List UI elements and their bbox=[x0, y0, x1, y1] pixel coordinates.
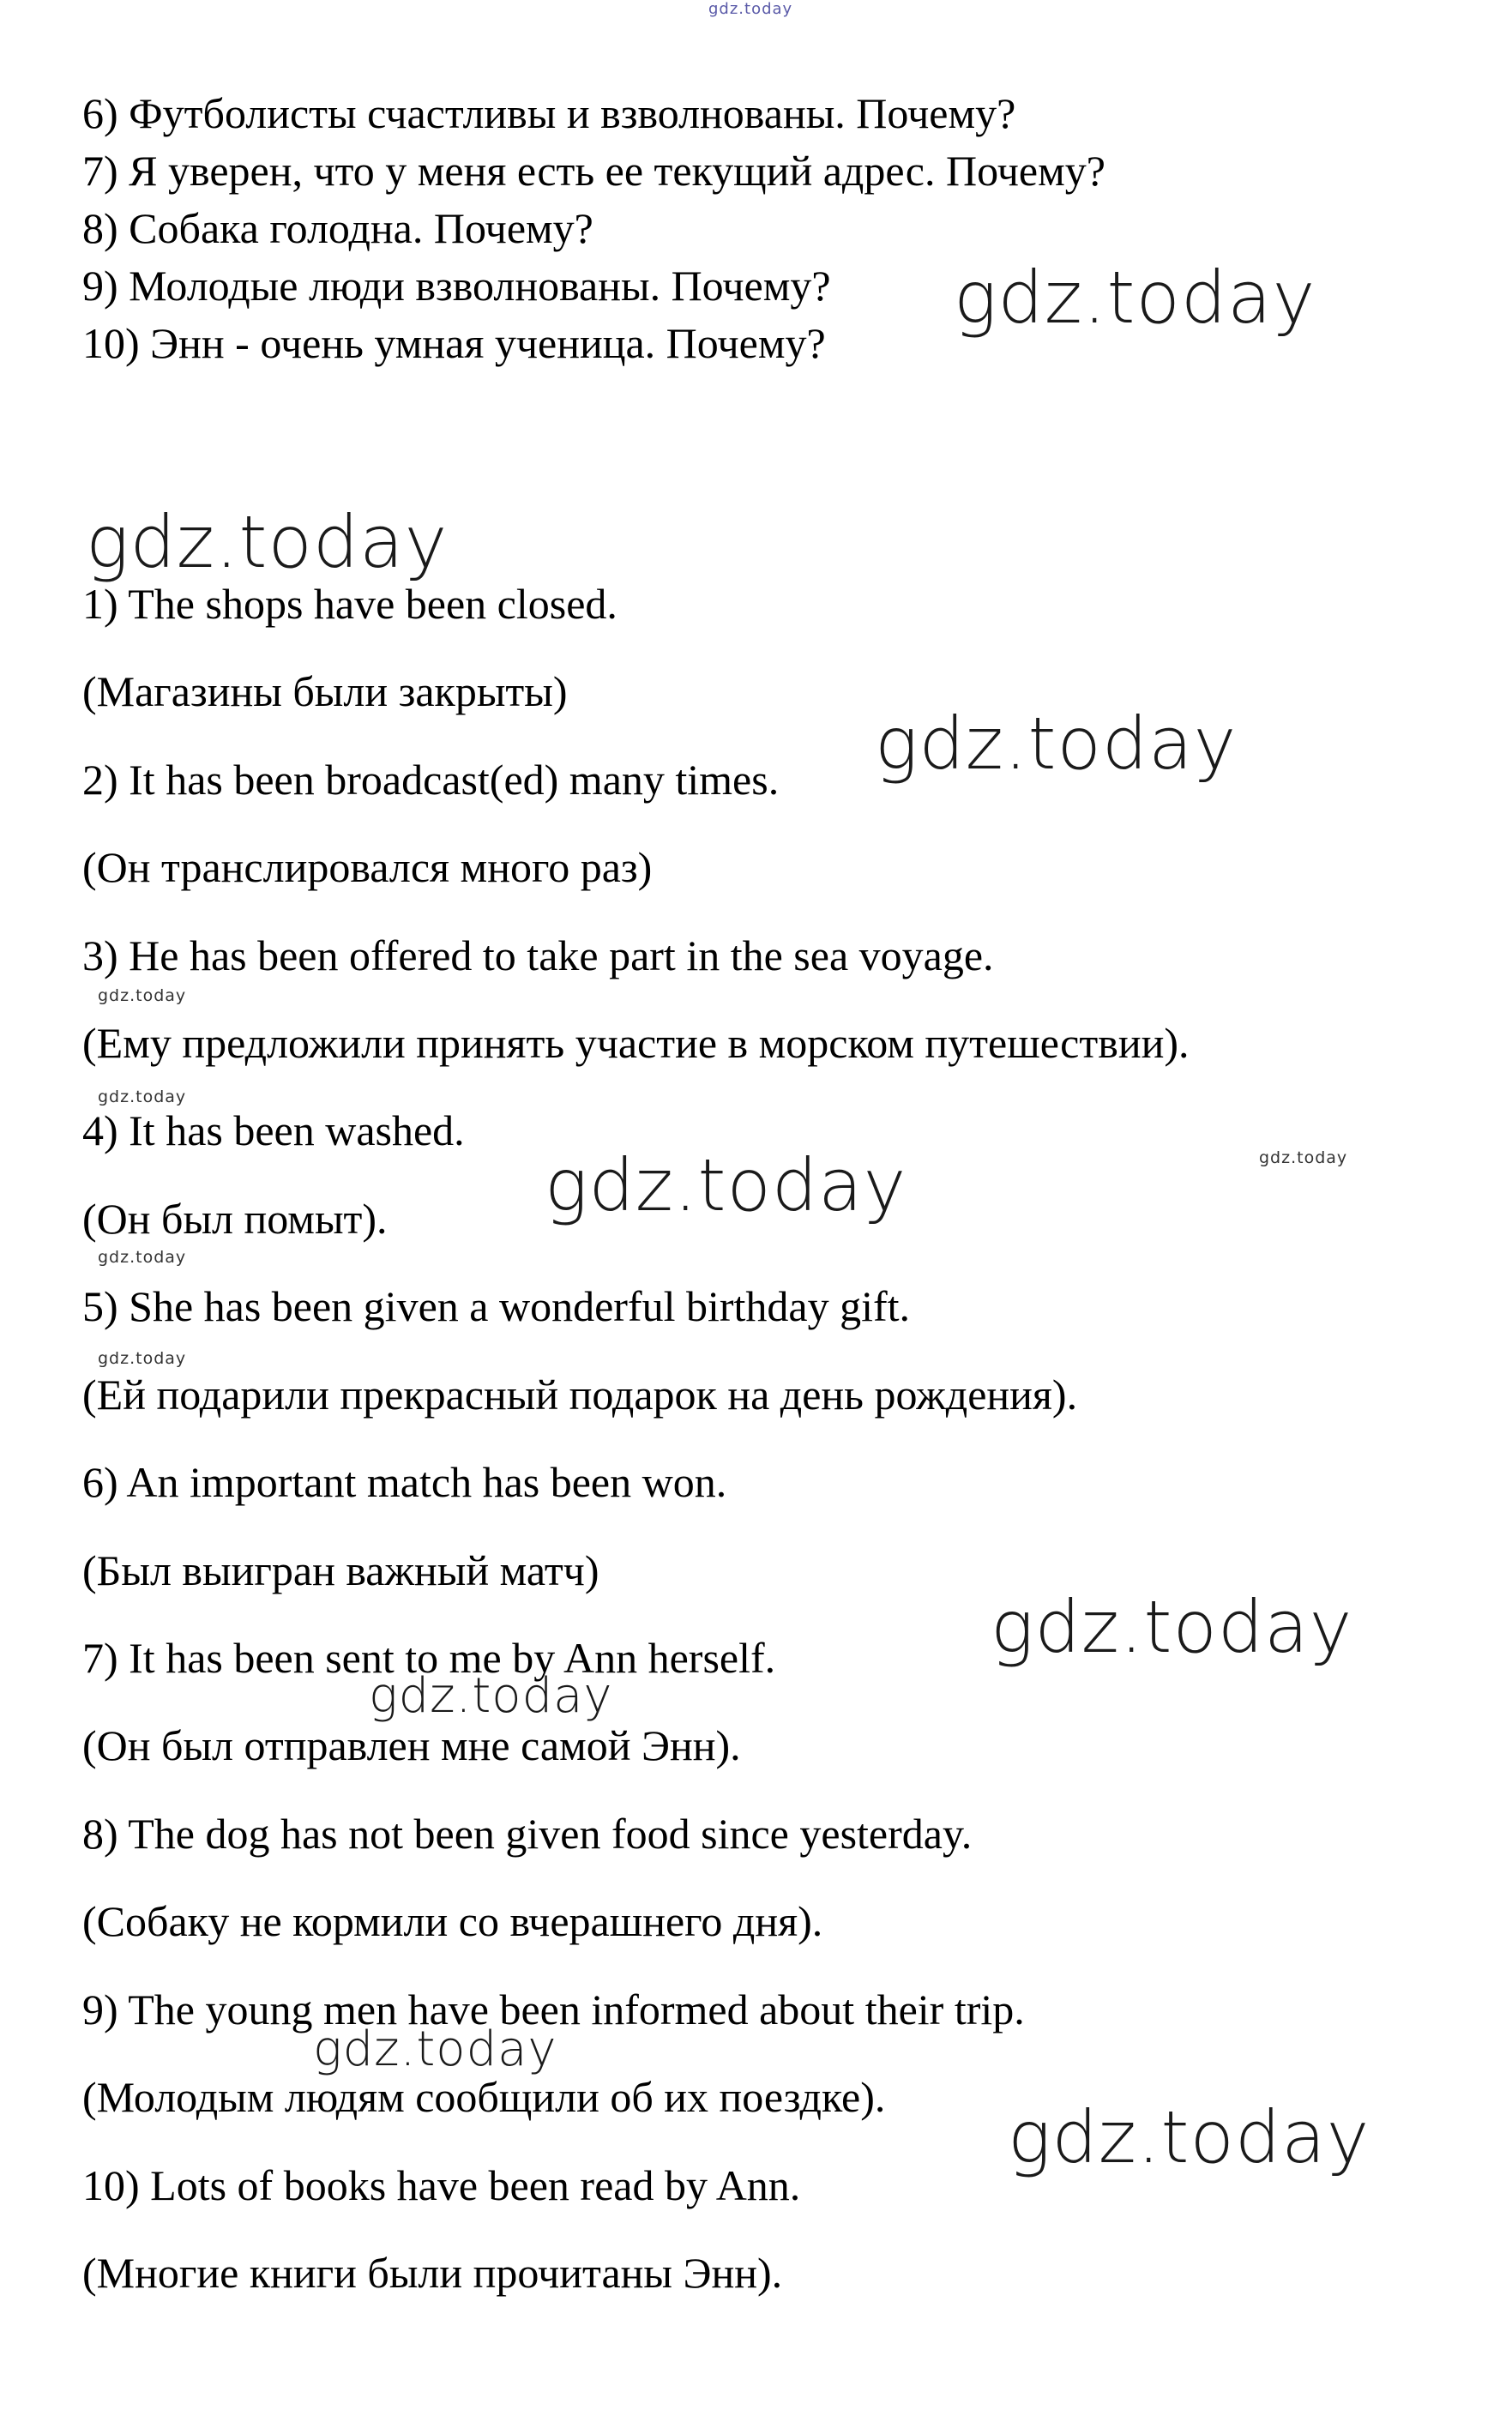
watermark: gdz.today bbox=[86, 500, 449, 584]
watermark-small: gdz.today bbox=[98, 1248, 187, 1267]
answer-en: 10) Lots of books have been read by Ann. bbox=[82, 2161, 801, 2209]
answer-en: 5) She has been given a wonderful birthday gift. bbox=[82, 1282, 911, 1330]
answer-ru: (Ему предложили принять участие в морском путешествии). bbox=[82, 1019, 1190, 1067]
answer-ru: (Магазины были закрыты) bbox=[82, 667, 568, 715]
watermark: gdz.today bbox=[954, 256, 1316, 340]
answer-ru: (Он был отправлен мне самой Энн). bbox=[82, 1721, 741, 1769]
top-watermark: gdz.today bbox=[708, 0, 793, 18]
answer-en: 1) The shops have been closed. bbox=[82, 580, 617, 628]
watermark: gdz.today bbox=[991, 1585, 1353, 1669]
answer-en: 6) An important match has been won. bbox=[82, 1458, 727, 1506]
watermark-small: gdz.today bbox=[98, 986, 187, 1005]
answer-en: 3) He has been offered to take part in the sea voyage. bbox=[82, 931, 994, 979]
question-line: 8) Собака голодна. Почему? bbox=[82, 204, 593, 252]
answer-en: 2) It has been broadcast(ed) many times. bbox=[82, 756, 780, 804]
watermark: gdz.today bbox=[1008, 2095, 1370, 2179]
watermark: gdz.today bbox=[545, 1143, 907, 1227]
watermark-small: gdz.today bbox=[1259, 1148, 1348, 1167]
question-line: 7) Я уверен, что у меня есть ее текущий адрес. Почему? bbox=[82, 147, 1105, 195]
question-line: 10) Энн - очень умная ученица. Почему? bbox=[82, 319, 826, 367]
watermark: gdz.today bbox=[313, 2021, 557, 2077]
watermark-small: gdz.today bbox=[98, 1088, 187, 1106]
answer-ru: (Собаку не кормили со вчерашнего дня). bbox=[82, 1897, 823, 1945]
answer-en: 8) The dog has not been given food since yesterday. bbox=[82, 1810, 973, 1858]
watermark: gdz.today bbox=[369, 1668, 613, 1724]
question-line: 9) Молодые люди взволнованы. Почему? bbox=[82, 262, 831, 310]
answer-ru: (Был выигран важный матч) bbox=[82, 1546, 599, 1594]
answer-ru: (Он был помыт). bbox=[82, 1195, 388, 1243]
watermark: gdz.today bbox=[875, 702, 1238, 786]
answer-ru: (Ей подарили прекрасный подарок на день рождения). bbox=[82, 1371, 1078, 1419]
watermark-small: gdz.today bbox=[98, 1349, 187, 1368]
question-line: 6) Футболисты счастливы и взволнованы. Почему? bbox=[82, 89, 1016, 137]
answer-ru: (Молодым людям сообщили об их поездке). bbox=[82, 2073, 886, 2121]
answer-ru: (Он транслировался много раз) bbox=[82, 843, 653, 891]
answer-en: 7) It has been sent to me by Ann herself. bbox=[82, 1634, 776, 1682]
answer-en: 4) It has been washed. bbox=[82, 1106, 465, 1154]
answer-en: 9) The young men have been informed about their trip. bbox=[82, 1985, 1025, 2033]
answer-ru: (Многие книги были прочитаны Энн). bbox=[82, 2249, 783, 2297]
